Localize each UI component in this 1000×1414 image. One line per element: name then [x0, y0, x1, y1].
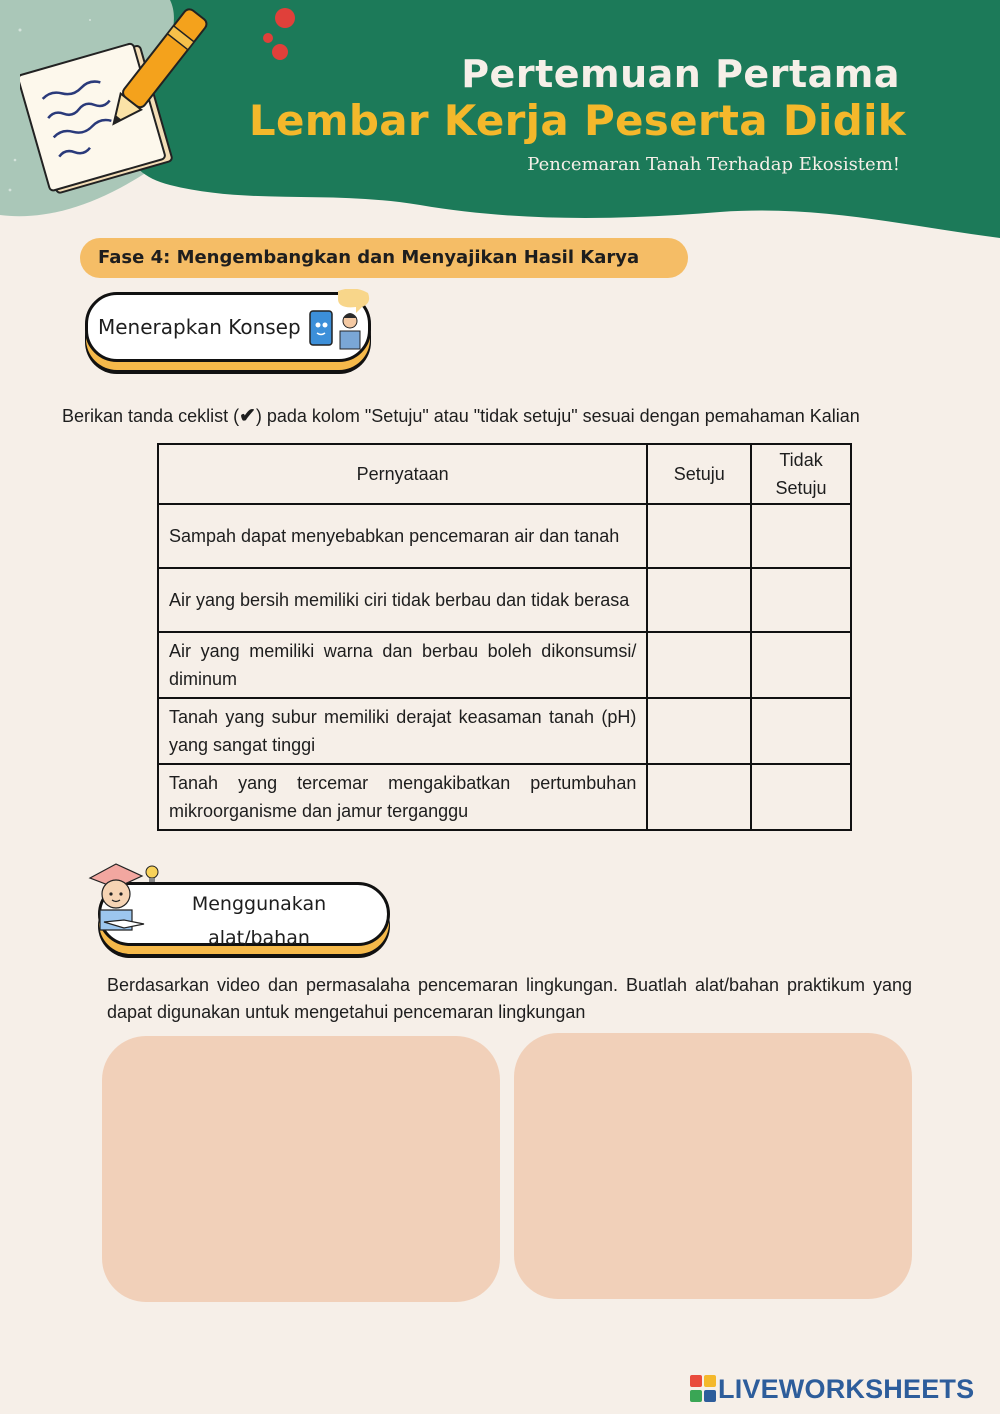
- phase-label: Fase 4: Mengembangkan dan Menyajikan Hasil Karya: [80, 238, 688, 278]
- disagree-checkbox-cell[interactable]: [751, 504, 851, 568]
- answer-panel-right[interactable]: [514, 1033, 912, 1299]
- statement-cell: Air yang bersih memiliki ciri tidak berbau dan tidak berasa: [158, 568, 647, 632]
- notebook-pen-icon: [20, 6, 210, 196]
- table-row: [158, 764, 851, 830]
- liveworksheets-brand: [690, 1371, 974, 1407]
- checklist-instruction: Berikan tanda ceklist (✔) pada kolom "Setuju" atau "tidak setuju" sesuai dengan pemahaman Kalian: [62, 405, 860, 427]
- worksheet-title: Lembar Kerja Peserta Didik: [248, 96, 906, 145]
- agree-checkbox-cell[interactable]: [647, 764, 751, 830]
- table-row: [158, 698, 851, 764]
- brand-name: LIVEWORKSHEETS: [718, 1373, 975, 1404]
- section-label-apply-concept: [85, 292, 371, 362]
- header-agree: Setuju: [647, 444, 751, 504]
- table-row: [158, 632, 851, 698]
- statement-table: [157, 443, 852, 831]
- agree-checkbox-cell[interactable]: [647, 632, 751, 698]
- agree-checkbox-cell[interactable]: [647, 698, 751, 764]
- statement-cell: Tanah yang tercemar mengakibatkan pertumbuhan mikroorganisme dan jamur terganggu: [158, 764, 647, 830]
- table-header-row: [158, 444, 851, 504]
- header-disagree: Tidak Setuju: [751, 444, 851, 504]
- section-label-text: Menggunakan alat/bahan: [191, 893, 327, 949]
- header-statement: Pernyataan: [158, 444, 647, 504]
- answer-panel-left[interactable]: [102, 1036, 500, 1302]
- statement-cell: Sampah dapat menyebabkan pencemaran air dan tanah: [158, 504, 647, 568]
- agree-checkbox-cell[interactable]: [647, 568, 751, 632]
- liveworksheets-logo-icon: [690, 1375, 716, 1403]
- statement-cell: Tanah yang subur memiliki derajat keasaman tanah (pH) yang sangat tinggi: [158, 698, 647, 764]
- table-row: [158, 568, 851, 632]
- agree-checkbox-cell[interactable]: [647, 504, 751, 568]
- disagree-checkbox-cell[interactable]: [751, 698, 851, 764]
- table-row: [158, 504, 851, 568]
- task-paragraph: Berdasarkan video dan permasalaha pencemaran lingkungan. Buatlah alat/bahan praktikum yang dapat digunakan untuk mengetahui pencemaran lingkungan: [107, 975, 912, 1022]
- disagree-checkbox-cell[interactable]: [751, 632, 851, 698]
- page-title: Pertemuan Pertama: [461, 52, 900, 96]
- disagree-checkbox-cell[interactable]: [751, 764, 851, 830]
- section-label-text: Menerapkan Konsep: [98, 315, 301, 339]
- checkmark-icon: ✔: [239, 405, 256, 427]
- statement-cell: Air yang memiliki warna dan berbau boleh dikonsumsi/ diminum: [158, 632, 647, 698]
- disagree-checkbox-cell[interactable]: [751, 568, 851, 632]
- student-with-book-icon: [308, 289, 384, 359]
- child-reading-icon: [86, 860, 162, 940]
- topic-subtitle: Pencemaran Tanah Terhadap Ekosistem!: [527, 154, 900, 175]
